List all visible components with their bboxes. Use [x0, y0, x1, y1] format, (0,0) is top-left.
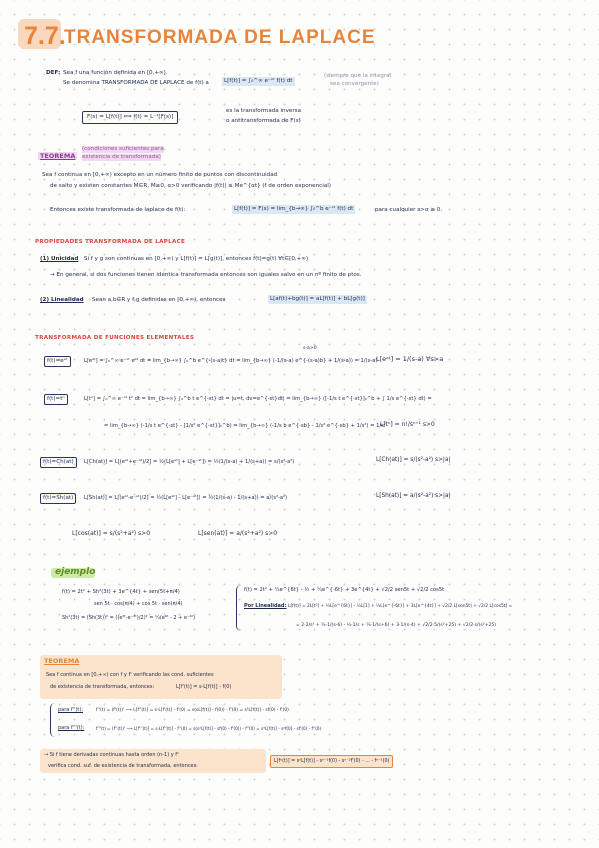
ch-body: L[Ch(at)] = L[(eᵃᵗ+e⁻ᵃᵗ)/2] = ½(L[eᵃᵗ] + L[e⁻ᵃᵗ]) = ½(1/(s-a) + 1/(s+a)) = s/(s²-a²) [84, 459, 295, 465]
f2-label: para f''(t): [58, 707, 84, 713]
def-label: DEF: [46, 70, 61, 76]
exp-condition: s-a>0 [303, 346, 317, 351]
power-body2: = lim_{b→∞} (-1/s t e^{-st} - [1/s² e^{-st}]₀^b) = lim_{b→∞} (-1/s b e^{-sb} - 1/s² e^{-sb} + 1/s²) = 1/s² [104, 423, 386, 429]
ejemplo-r3: = 2·2/s³ + ¼·1/(s-6) - ½·1/s + ¼·1/(s+6) + 3·1/(s-4) + √2/2·5/(s²+25) + √2/2·s/(s²+25) [296, 623, 497, 628]
sh-box: f(t)=Sh(at) [40, 493, 76, 504]
teorema2-formula: L[f'(t)] = s·L[f(t)] - f(0) [176, 684, 232, 690]
sh-body: L[Sh(at)] = L[(eᵃᵗ-e⁻ᵃᵗ)/2] = ½(L[eᵃᵗ] - L[e⁻ᵃᵗ]) = ½(1/(s-a) - 1/(s+a)) = a/(s²-a²) [84, 495, 288, 501]
teorema-line2: de salto y existen constantes M∈R, M≥0, α>0 verificando |f(t)| ≤ Me^{αt} (f de orden exponencial) [50, 183, 331, 189]
def-note1: (siempre que la integral [324, 73, 392, 79]
page-title: TRANSFORMADA DE LAPLACE [64, 27, 376, 48]
ejemplo-r2a: Por Linealidad: [244, 603, 287, 609]
ejemplo-l2: sen 5t · cos(π/4) + cos 5t · sen(π/4) [94, 601, 183, 607]
f3-label: para f'''(t): [58, 725, 85, 731]
power-body: L[tⁿ] = ∫₀^∞ e⁻ˢᵗ tⁿ dt = lim_{b→∞} ∫₀^b t e^{-st} dt = |u=t, dv=e^{-st}dt| = lim_{b→∞} ([-1/s t e^{-st}]₀^b + ∫ 1/s e^{-st} dt) = [84, 396, 432, 402]
linealidad-label: (2) Linealidad [40, 297, 84, 303]
teorema2-line1: Sea f continua en [0,+∞) con f y f' verificando las cond. suficientes [46, 672, 214, 678]
ch-box: f(t)=Ch(at) [40, 457, 77, 468]
teorema-line3a: Entonces existe transformada de laplace de f(t): [50, 207, 186, 213]
ch-result: L[Ch(at)] = s/(s²-a²) s>|a| [376, 457, 451, 463]
propiedades-heading: PROPIEDADES TRANSFORMADA DE LAPLACE [35, 239, 186, 245]
teorema-note1: (condiciones suficientes para [82, 146, 164, 152]
ejemplo-label: ejemplo [55, 567, 95, 577]
def-formula: L[f(t)] = ∫₀^∞ e⁻ˢᵗ f(t) dt [224, 78, 293, 84]
linealidad-formula: L[af(t)+bg(t)] = aL[f(t)] + bL[g(t)] [270, 296, 365, 302]
def-note2: sea convergente) [330, 81, 379, 87]
ejemplo-l3: Sh²(3t) = (Sh(3t))² = ((e³ᵗ-e⁻³ᵗ)/2)² = ¼(e⁶ᵗ - 2 + e⁻⁶ᵗ) [62, 615, 196, 621]
general-line2: verifica cond. suf. de existencia de transformada, entonces: [48, 763, 198, 769]
teorema-line3c: para cualquier s>α ≥ 0. [375, 207, 443, 213]
teorema-line1: Sea f continua en [0,+∞) excepto en un número finito de puntos con discontinuidad [42, 172, 278, 178]
def-line2: Se denomina TRANSFORMADA DE LAPLACE de f(t) a [63, 80, 209, 86]
ejemplo-brace [236, 585, 241, 631]
teorema2-brace [50, 703, 55, 737]
general-line1: → Si f tiene derivadas continuas hasta orden (n-1) y fⁿ [44, 752, 180, 758]
ejemplo-l1: f(t) = 2t² + Sh²(3t) + 3e^{4t} + sen(5t+π/4) [62, 589, 180, 595]
elementales-heading: TRANSFORMADA DE FUNCIONES ELEMENTALES [35, 335, 195, 341]
f3-body: f'''(t) = (f''(t))' ⟶ L[f'''(t)] = s·L[f''(t)] - f''(0) = s(s²L[f(t)] - sf(0) - f'(0)) - f''(0) = s³L[f(t)] - s²f(0) - sf'(0) - f''(0) [96, 726, 322, 731]
f2-body: f''(t) = (f'(t))' ⟶ L[f''(t)] = s·L[f'(t)] - f'(0) = s(sL[f(t)] - f(0)) - f'(0) = s²L[f(t)] - sf(0) - f'(0) [96, 708, 289, 713]
unicidad-label: (1) Unicidad [40, 256, 79, 262]
sh-result: L[Sh(at)] = a/(s²-a²) s>|a| [376, 493, 451, 499]
teorema-line3b: L[f(t)] = F(s) = lim_{b→∞} ∫₀^b e⁻ˢᵗ f(t) dt [234, 206, 354, 212]
power-box: f(t)=tⁿ [44, 394, 68, 405]
inverse-line1: es la transformada inversa [226, 108, 301, 114]
exp-result: L[eᵃᵗ] = 1/(s-a) ∀s>a [376, 355, 444, 363]
inverse-line2: o antitransformada de F(s) [226, 118, 301, 124]
general-formula: L[fⁿ(t)] = sⁿL[f(t)] - sⁿ⁻¹f(0) - sⁿ⁻²f'(0) - ... - fⁿ⁻¹(0) [270, 755, 393, 768]
unicidad-text: Si f y g son continuas en [0,+∞) y L[f(t)] = L[g(t)], entonces f(t)=g(t) ∀t∈[0,+∞) [84, 256, 309, 262]
teorema-note2: existencia de transformada) [82, 154, 161, 160]
inverse-box: F(s) = L[f(t)] ⟺ f(t) = L⁻¹[F(s)] [82, 111, 178, 124]
sin-result: L[sen(at)] = a/(s²+a²) s>0 [198, 530, 278, 537]
linealidad-text: Sean a,b∈R y f,g definidas en [0,+∞), entonces [92, 297, 226, 303]
exp-box: f(t)=eᵃᵗ [44, 356, 71, 367]
def-line1: Sea f una función definida en [0,+∞). [63, 70, 168, 76]
ejemplo-r2b: L[f(t)] = 2L[t²] + ¼L[e^{6t}] - ½L[1] + ¼L[e^{-6t}] + 3L[e^{4t}] + √2/2 L[sen5t] + √2/2 L[cos5t] = [288, 604, 513, 609]
teorema-label: TEOREMA [40, 152, 76, 160]
exp-body: L[eᵃᵗ] = ∫₀^∞ e⁻ˢᵗ eᵃᵗ dt = lim_{b→∞} ∫₀^b e^{-(s-a)t} dt = lim_{b→∞} (-1/(s-a) e^{-(s-a)b} + 1/(s-a)) = 1/(s-a) [84, 358, 378, 364]
ejemplo-r1: f(t) = 2t² + ¼e^{6t} - ½ + ¼e^{-6t} + 3e^{4t} + √2/2 sen5t + √2/2 cos5t [244, 587, 445, 593]
teorema2-label: TEOREMA [44, 657, 80, 665]
unicidad-general: → En general, si dos funciones tienen idéntica transformada entonces son iguales salvo en un nº finito de ptos. [50, 272, 362, 278]
teorema2-line2: de existencia de transformada, entonces: [50, 684, 155, 690]
power-result: L[tⁿ] = n!/sⁿ⁺¹ s>0 [380, 421, 435, 428]
section-number: 7.7. [24, 22, 66, 51]
cos-result: L[cos(at)] = s/(s²+a²) s>0 [72, 530, 151, 537]
